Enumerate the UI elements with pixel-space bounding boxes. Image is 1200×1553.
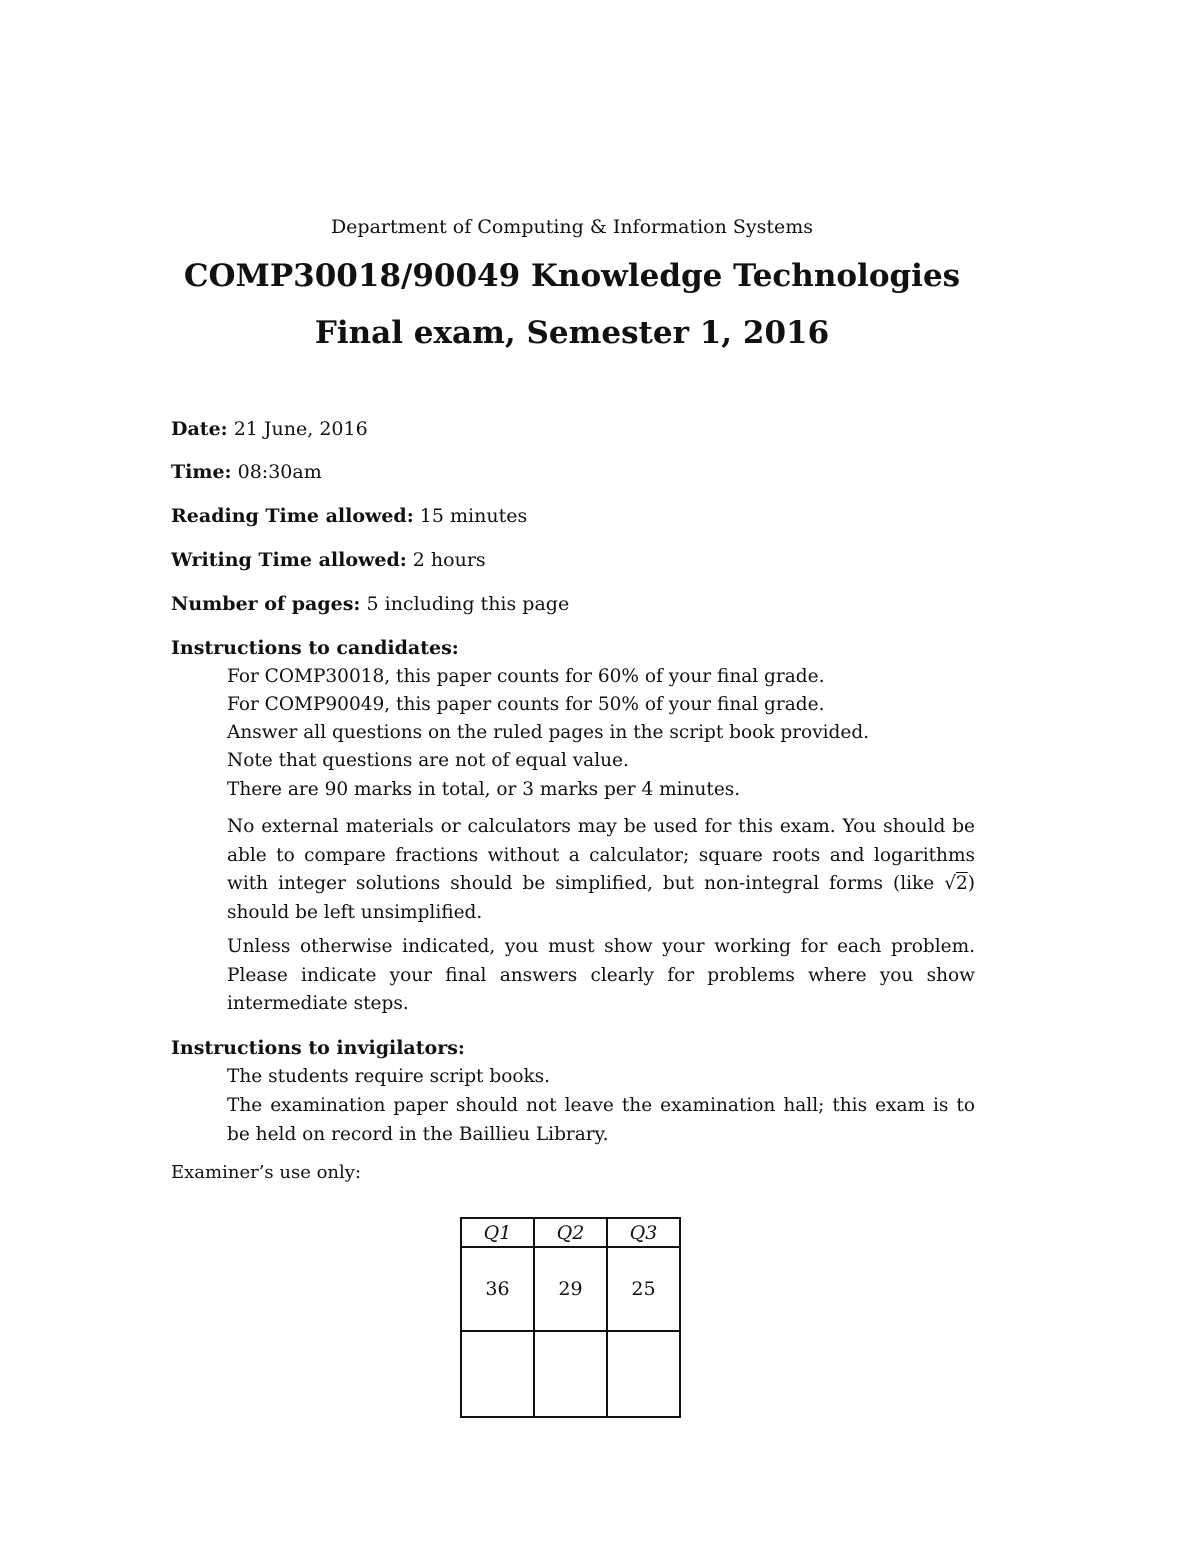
sqrt-icon: √ xyxy=(944,873,956,894)
reading-time-label: Reading Time allowed: xyxy=(171,505,414,527)
invigilators-heading: Instructions to invigilators: xyxy=(171,1037,465,1059)
time-value: 08:30am xyxy=(237,461,322,483)
course-title: COMP30018/90049 Knowledge Technologies xyxy=(183,258,961,294)
max-marks-row xyxy=(461,1247,680,1331)
page-count-row xyxy=(171,593,569,615)
sqrt-argument: 2 xyxy=(956,873,968,894)
page-count-label: Number of pages: xyxy=(171,593,361,615)
writing-time-label: Writing Time allowed: xyxy=(171,549,407,571)
column-header-q3: Q3 xyxy=(607,1218,680,1247)
materials-text-a: No external materials or calculators may be used for this exam. You should be able to compare fractions without a calculator; square roots and logarithms with integer solutions should be simplified, but non-integral forms (like xyxy=(227,816,975,894)
candidate-instruction: For COMP30018, this paper counts for 60% of your final grade. xyxy=(227,666,825,687)
max-marks-q1: 36 xyxy=(461,1247,534,1331)
date-row xyxy=(171,418,368,440)
page-count-value: 5 including this page xyxy=(366,593,570,615)
date-value: 21 June, 2016 xyxy=(233,418,368,440)
candidate-instruction: Note that questions are not of equal value. xyxy=(227,750,629,771)
max-marks-q2: 29 xyxy=(534,1247,607,1331)
department-name: Department of Computing & Information Systems xyxy=(330,216,814,238)
reading-time-row xyxy=(171,505,527,527)
column-header-q1: Q1 xyxy=(461,1218,534,1247)
writing-time-row xyxy=(171,549,486,571)
date-label: Date: xyxy=(171,418,228,440)
materials-instruction xyxy=(227,813,975,927)
working-instruction: Unless otherwise indicated, you must show your working for each problem. Please indicate your final answers clearly for problems where you show intermediate steps. xyxy=(227,936,975,1014)
examiner-use-label: Examiner’s use only: xyxy=(171,1162,362,1183)
reading-time-value: 15 minutes xyxy=(419,505,528,527)
time-label: Time: xyxy=(171,461,232,483)
marks-header-row xyxy=(461,1218,680,1247)
exam-title: Final exam, Semester 1, 2016 xyxy=(314,315,830,351)
awarded-cell-q1 xyxy=(461,1331,534,1417)
candidates-heading: Instructions to candidates: xyxy=(171,637,459,659)
awarded-cell-q2 xyxy=(534,1331,607,1417)
writing-time-value: 2 hours xyxy=(412,549,486,571)
column-header-q2: Q2 xyxy=(534,1218,607,1247)
marks-table xyxy=(460,1217,681,1418)
awarded-marks-row xyxy=(461,1331,680,1417)
candidate-instruction: Answer all questions on the ruled pages in the script book provided. xyxy=(227,722,870,743)
candidate-instruction: There are 90 marks in total, or 3 marks per 4 minutes. xyxy=(227,779,741,800)
invigilator-instruction: The examination paper should not leave the examination hall; this exam is to be held on record in the Baillieu Library. xyxy=(227,1095,975,1145)
candidate-instruction: For COMP90049, this paper counts for 50% of your final grade. xyxy=(227,694,825,715)
awarded-cell-q3 xyxy=(607,1331,680,1417)
max-marks-q3: 25 xyxy=(607,1247,680,1331)
time-row xyxy=(171,461,322,483)
invigilator-instruction: The students require script books. xyxy=(227,1066,551,1087)
materials-text-b: ) should be left unsimplified. xyxy=(227,873,975,923)
